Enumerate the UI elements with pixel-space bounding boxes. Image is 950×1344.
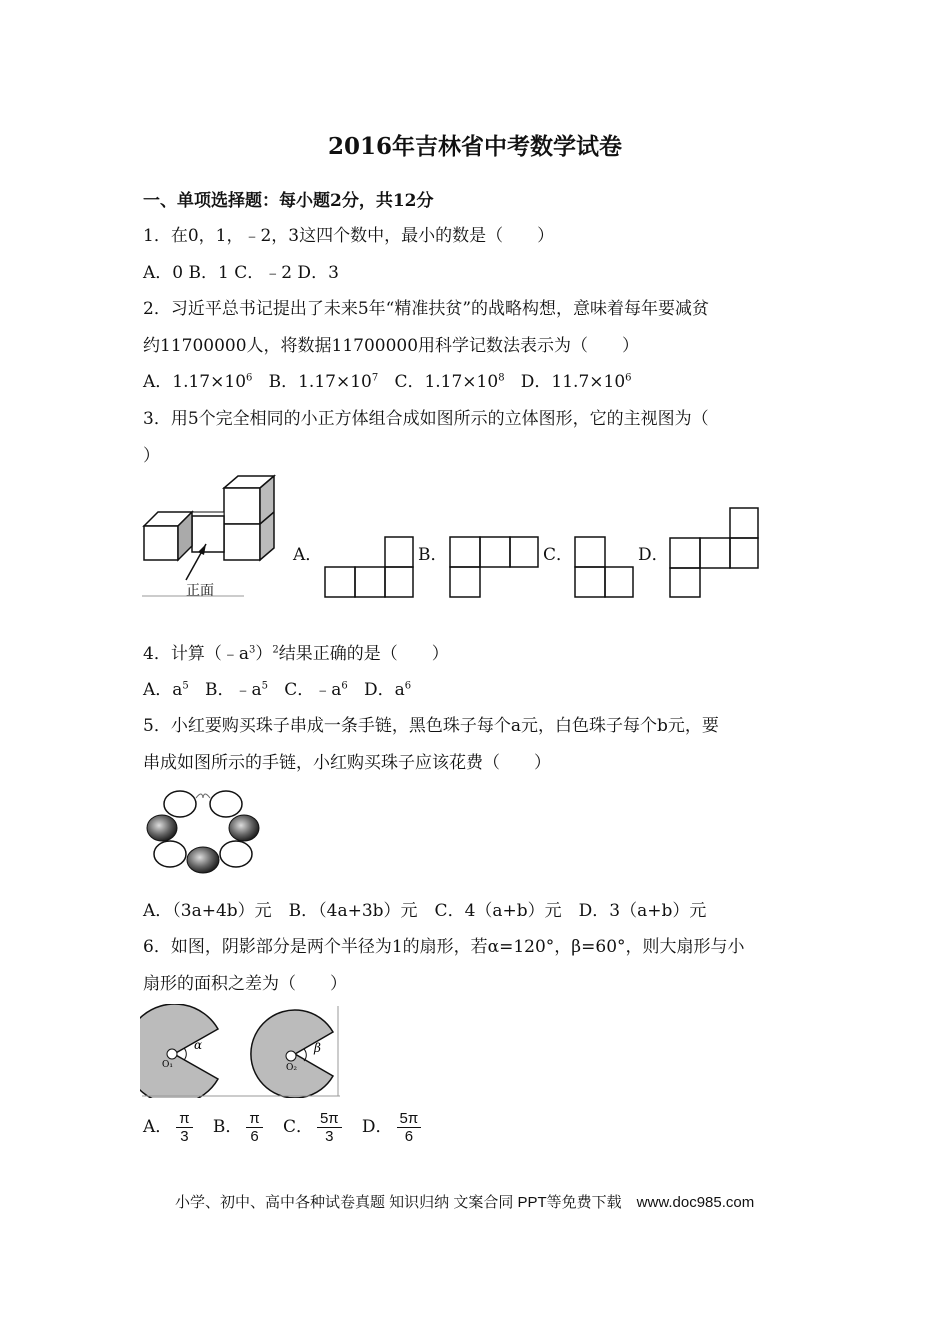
front-label: 正面 [186,582,214,598]
option-d: D． $\frac{5\pi}{6}$ [362,1117,425,1137]
section-heading: 一、单项选择题：每小题2分，共12分 [143,191,434,211]
question-4-stem: 4．计算$(﹣a^3)^2$结果正确的是（ ） [143,644,449,664]
option-d: D．$11.7\times 10^6$ [520,372,632,392]
question-6-stem-line2: 扇形的面积之差为（ ） [143,974,347,994]
sectors-figure [140,1004,344,1098]
option-c-label: C． [543,545,574,565]
alpha-label: α [194,1038,203,1052]
o1-label: O₁ [162,1060,173,1070]
option-b: B．$﹣a^5$ [205,680,269,700]
question-5-stem-line1: 5．小红要购买珠子串成一条手链，黑色珠子每个a元，白色珠子每个b元，要 [143,716,719,736]
question-4-options [143,675,411,700]
option-a-label: A． [293,545,323,565]
question-2-stem-line2: 约11700000人，将数据11700000用科学记数法表示为（ ） [143,336,640,356]
option-d: D．$a^6$ [364,680,412,700]
question-2-options [143,367,632,392]
option-c-figure [572,536,636,600]
question-5-options: A．（3a+4b）元 B．（4a+3b）元 C．4（a+b）元 D．3（a+b）元 [143,901,707,921]
question-1-options: A．0 B．1 C．﹣2 D．3 [143,263,339,283]
question-3-stem-line1: 3．用5个完全相同的小正方体组合成如图所示的立体图形，它的主视图为（ [143,409,709,429]
option-a: A．$1.17\times 10^6$ [143,372,253,392]
o2-label: O₂ [286,1063,297,1073]
question-3-stem-line2: ） [143,446,160,466]
beta-label: β [314,1041,321,1055]
option-a: A． $\frac{\pi}{3}$ [143,1117,197,1137]
option-a-figure [322,536,416,600]
option-b-label: B． [418,545,448,565]
option-d-figure [667,506,761,600]
option-c: C． $\frac{5\pi}{3}$ [283,1117,346,1137]
page-title: 2016年吉林省中考数学试卷 [327,133,622,160]
question-6-stem-line1: 6．如图，阴影部分是两个半径为1的扇形，若α=120°，β=60°，则大扇形与小 [143,937,745,957]
question-1-stem: 1．在0，1，﹣2，3这四个数中，最小的数是（ ） [143,226,555,246]
option-b: B．$1.17\times 10^7$ [268,372,379,392]
question-5-stem-line2: 串成如图所示的手链，小红购买珠子应该花费（ ） [143,753,551,773]
option-c: C．$1.17\times 10^8$ [394,372,505,392]
question-2-stem-line1: 2．习近平总书记提出了未来5年“精准扶贫”的战略构想，意味着每年要减贫 [143,299,710,319]
option-d-label: D． [638,545,669,565]
question-6-options [143,1110,425,1145]
option-a: A．$a^5$ [143,680,189,700]
option-b-figure [447,536,541,600]
bracelet-figure [140,784,264,876]
footer-promo: 小学、初中、高中各种试卷真题 知识归纳 文案合同 PPT等免费下载 www.doc985.com [175,1194,755,1211]
option-b: B． $\frac{\pi}{6}$ [213,1117,267,1137]
option-c: C．$﹣a^6$ [284,680,348,700]
